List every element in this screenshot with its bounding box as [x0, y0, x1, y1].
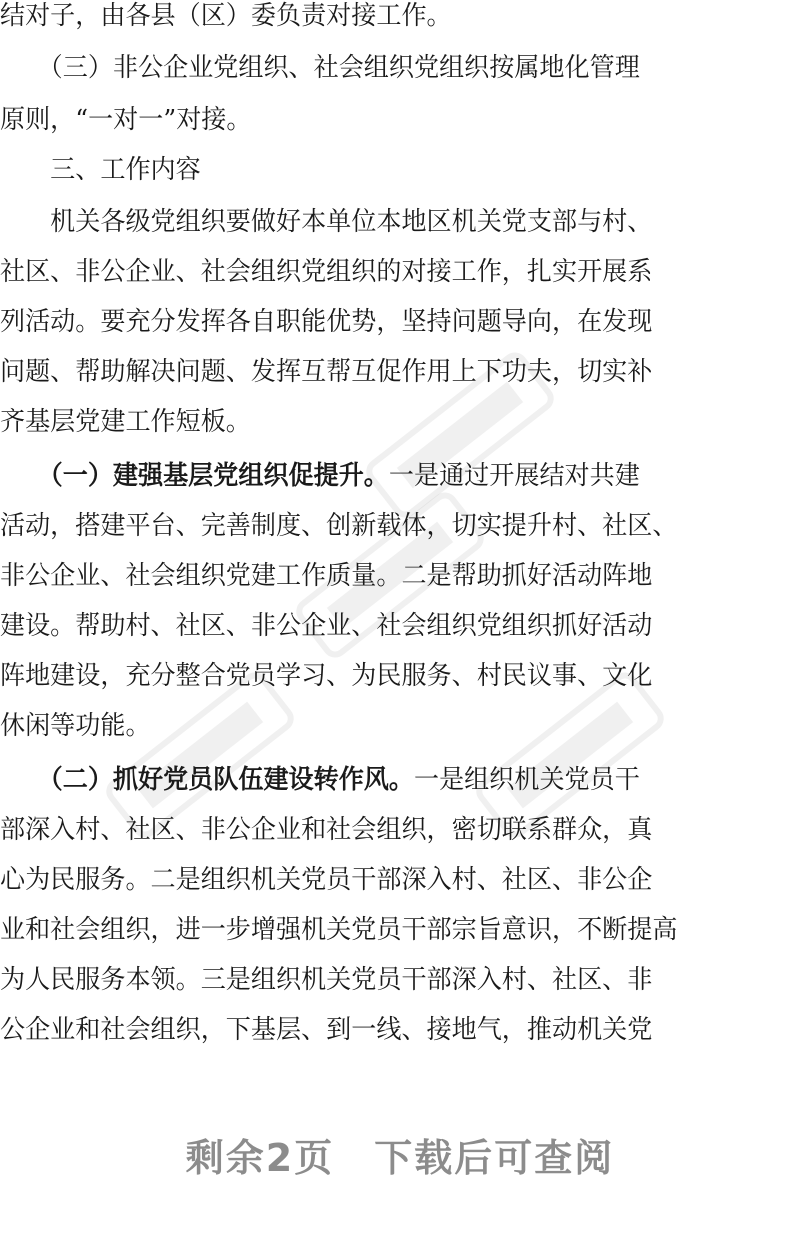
subsection-heading: （一）建强基层党组织促提升。	[0, 461, 389, 491]
subsection-text: 一是通过开展结对共建	[388, 461, 640, 491]
text-line: 机关各级党组织要做好本单位本地区机关党支部与村、	[0, 207, 653, 237]
subsection-heading: （二）抓好党员队伍建设转作风。	[0, 765, 415, 795]
section-heading: 三、工作内容	[0, 155, 201, 185]
text-line: 心为民服务。二是组织机关党员干部深入村、社区、非公企	[0, 865, 653, 895]
download-to-view-label: 下载后可查阅	[374, 1136, 615, 1180]
text-line: 阵地建设，充分整合党员学习、为民服务、村民议事、文化	[0, 661, 653, 691]
text-line: 业和社会组织，进一步增强机关党员干部宗旨意识，不断提高	[0, 915, 678, 945]
text-line: 建设。帮助村、社区、非公企业、社会组织党组织抓好活动	[0, 611, 653, 641]
text-line: 活动，搭建平台、完善制度、创新载体，切实提升村、社区、	[0, 511, 678, 541]
text-line: （三）非公企业党组织、社会组织党组织按属地化管理	[0, 53, 640, 83]
text-line: 为人民服务本领。三是组织机关党员干部深入村、社区、非	[0, 965, 653, 995]
download-prompt[interactable]	[0, 1128, 800, 1188]
remaining-pages-label: 剩余2页	[185, 1136, 335, 1180]
text-line: 非公企业、社会组织党建工作质量。二是帮助抓好活动阵地	[0, 561, 653, 591]
text-line: 休闲等功能。	[0, 711, 151, 741]
text-line: 列活动。要充分发挥各自职能优势，坚持问题导向，在发现	[0, 307, 653, 337]
text-line: 齐基层党建工作短板。	[0, 407, 251, 437]
subsection-first-line	[0, 760, 772, 800]
text-line: 问题、帮助解决问题、发挥互帮互促作用上下功夫，切实补	[0, 357, 653, 387]
text-line: 社区、非公企业、社会组织党组织的对接工作，扎实开展系	[0, 257, 653, 287]
subsection-first-line	[0, 456, 772, 496]
text-line: 公企业和社会组织，下基层、到一线、接地气，推动机关党	[0, 1015, 653, 1045]
text-line: 结对子，由各县（区）委负责对接工作。	[0, 1, 452, 31]
text-line: 原则，“一对一”对接。	[0, 105, 252, 135]
subsection-text: 一是组织机关党员干	[414, 765, 640, 795]
text-line: 部深入村、社区、非公企业和社会组织，密切联系群众，真	[0, 815, 653, 845]
